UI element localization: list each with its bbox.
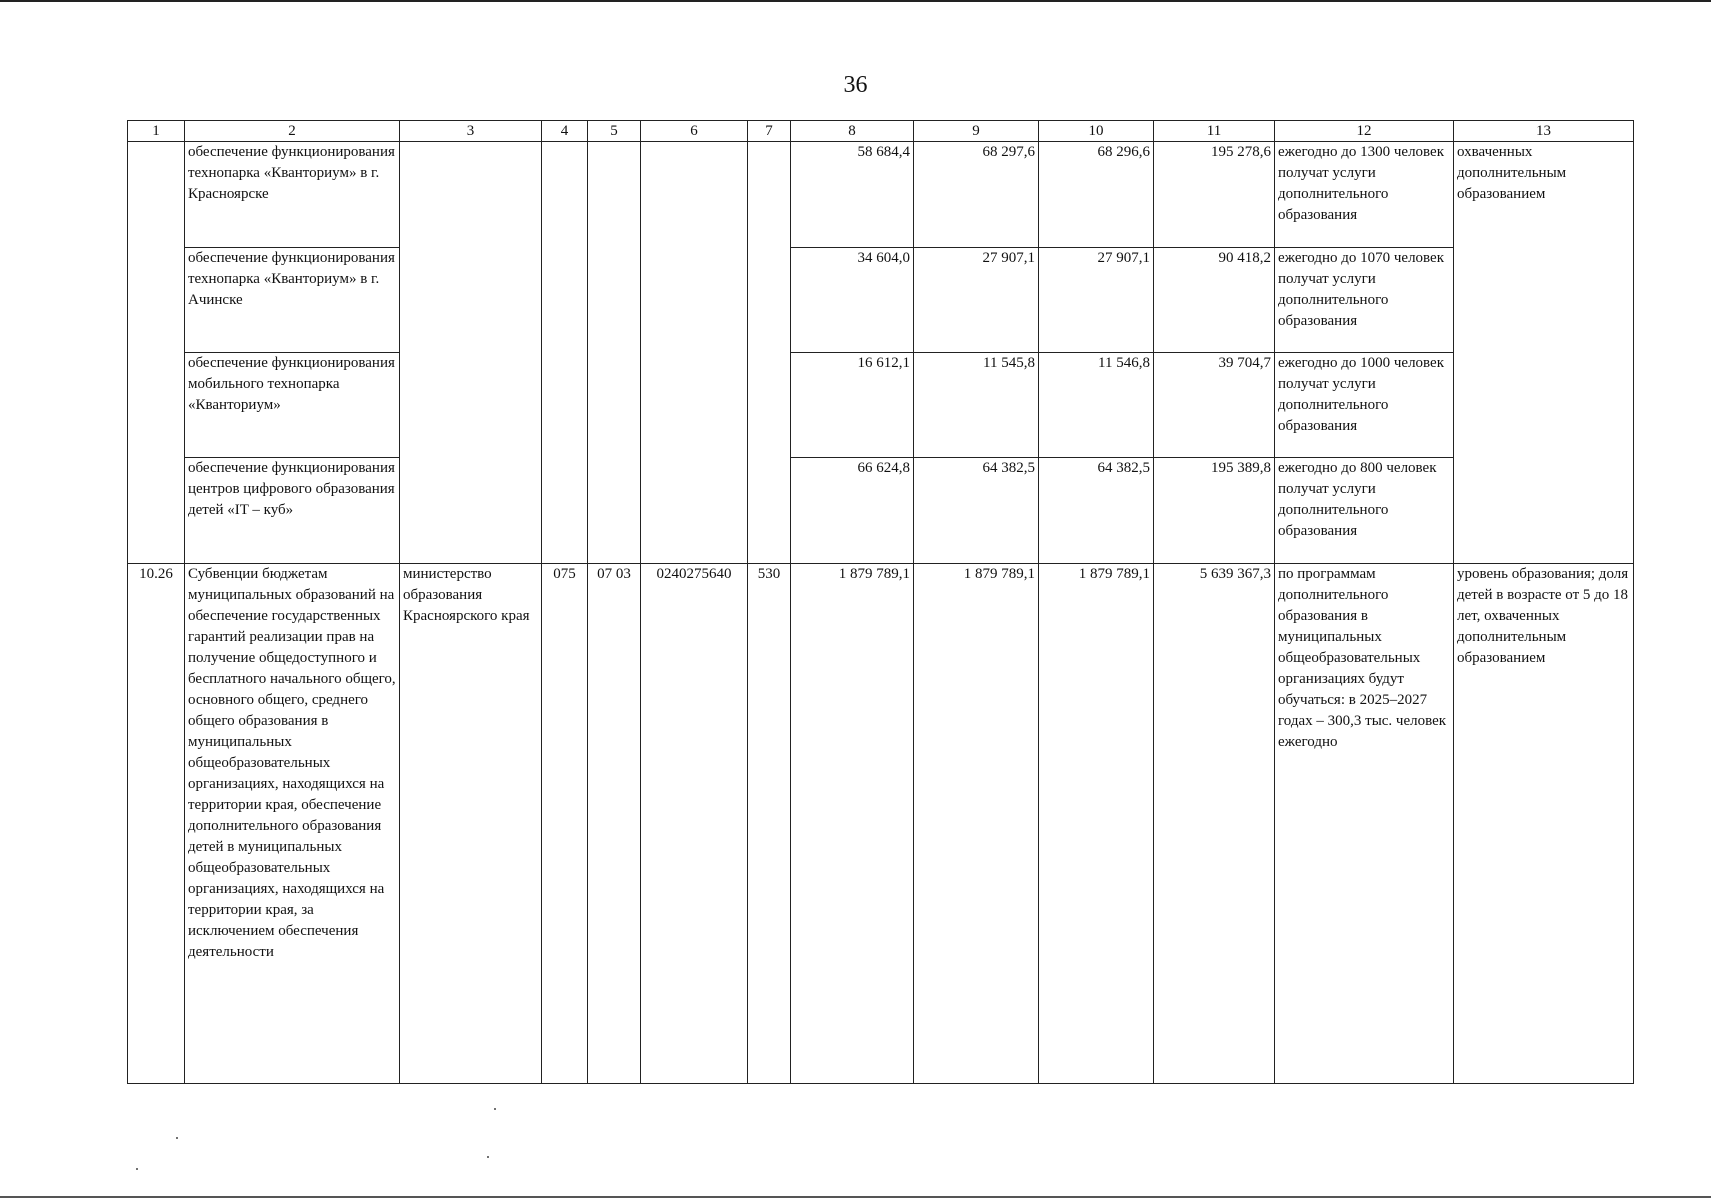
header-cell: 9 [914,121,1039,142]
header-cell: 11 [1154,121,1275,142]
value-2025: 66 624,8 [791,458,914,564]
empty-cell [542,142,588,564]
value-2026: 11 545,8 [914,353,1039,458]
measure-name: обеспечение функционирования центров цифрового образования детей «IT – куб» [185,458,400,564]
executor: министерство образования Красноярского края [400,564,542,1084]
value-2025: 34 604,0 [791,248,914,353]
value-2025: 16 612,1 [791,353,914,458]
expected-result: ежегодно до 1000 человек получат услуги дополнительного образования [1275,353,1454,458]
header-cell: 2 [185,121,400,142]
indicator-cell: охваченных дополнительным образованием [1454,142,1634,564]
header-cell: 10 [1039,121,1154,142]
header-cell: 7 [748,121,791,142]
empty-cell [400,142,542,564]
bottom-scan-edge [0,1196,1711,1198]
table-row [128,248,1634,353]
header-cell: 13 [1454,121,1634,142]
expected-result: ежегодно до 1070 человек получат услуги дополнительного образования [1275,248,1454,353]
expected-result: ежегодно до 800 человек получат услуги дополнительного образования [1275,458,1454,564]
header-cell: 3 [400,121,542,142]
empty-cell [748,142,791,564]
header-row [128,121,1634,142]
header-cell: 1 [128,121,185,142]
value-2025: 1 879 789,1 [791,564,914,1084]
expense-type-code: 530 [748,564,791,1084]
value-total: 39 704,7 [1154,353,1275,458]
grbs-code: 075 [542,564,588,1084]
table-row [128,458,1634,564]
value-2026: 27 907,1 [914,248,1039,353]
table-row [128,142,1634,248]
empty-cell [641,142,748,564]
value-2026: 68 297,6 [914,142,1039,248]
measure-name: Субвенции бюджетам муниципальных образований на обеспечение государственных гарантий реализации прав на получение общедоступного и бесплатного начального общего, основного общего, среднего общего образования в муниципальных общеобразовательных организациях, находящихся на территории края, обеспечение дополнительного образования детей в муниципальных общеобразовательных организациях, находящихся на территории края, за исключением обеспечения деятельности [185,564,400,1084]
value-2027: 68 296,6 [1039,142,1154,248]
value-2027: 64 382,5 [1039,458,1154,564]
value-2026: 64 382,5 [914,458,1039,564]
value-2027: 1 879 789,1 [1039,564,1154,1084]
value-2027: 27 907,1 [1039,248,1154,353]
table-row [128,353,1634,458]
value-total: 195 389,8 [1154,458,1275,564]
header-cell: 5 [588,121,641,142]
value-total: 90 418,2 [1154,248,1275,353]
value-2026: 1 879 789,1 [914,564,1039,1084]
value-total: 195 278,6 [1154,142,1275,248]
empty-cell [128,142,185,564]
header-cell: 6 [641,121,748,142]
section-code: 07 03 [588,564,641,1084]
measure-name: обеспечение функционирования технопарка «Кванториум» в г. Ачинске [185,248,400,353]
scan-speck [176,1137,178,1139]
target-article-code: 0240275640 [641,564,748,1084]
value-2025: 58 684,4 [791,142,914,248]
scan-speck [487,1156,489,1158]
scan-speck [136,1168,138,1170]
header-cell: 8 [791,121,914,142]
header-cell: 12 [1275,121,1454,142]
budget-table [127,120,1634,1084]
top-scan-edge [0,0,1711,2]
expected-result: по программам дополнительного образования в муниципальных общеобразовательных организациях будут обучаться: в 2025–2027 годах – 300,3 тыс. человек ежегодно [1275,564,1454,1084]
measure-name: обеспечение функционирования технопарка «Кванториум» в г. Красноярске [185,142,400,248]
indicator-cell: уровень образования; доля детей в возрасте от 5 до 18 лет, охваченных дополнительным образованием [1454,564,1634,1084]
header-cell: 4 [542,121,588,142]
expected-result: ежегодно до 1300 человек получат услуги дополнительного образования [1275,142,1454,248]
value-2027: 11 546,8 [1039,353,1154,458]
value-total: 5 639 367,3 [1154,564,1275,1084]
row-number: 10.26 [128,564,185,1084]
measure-name: обеспечение функционирования мобильного технопарка «Кванториум» [185,353,400,458]
table-row [128,564,1634,1084]
empty-cell [588,142,641,564]
page-number: 36 [843,72,868,98]
scan-speck [494,1108,496,1110]
